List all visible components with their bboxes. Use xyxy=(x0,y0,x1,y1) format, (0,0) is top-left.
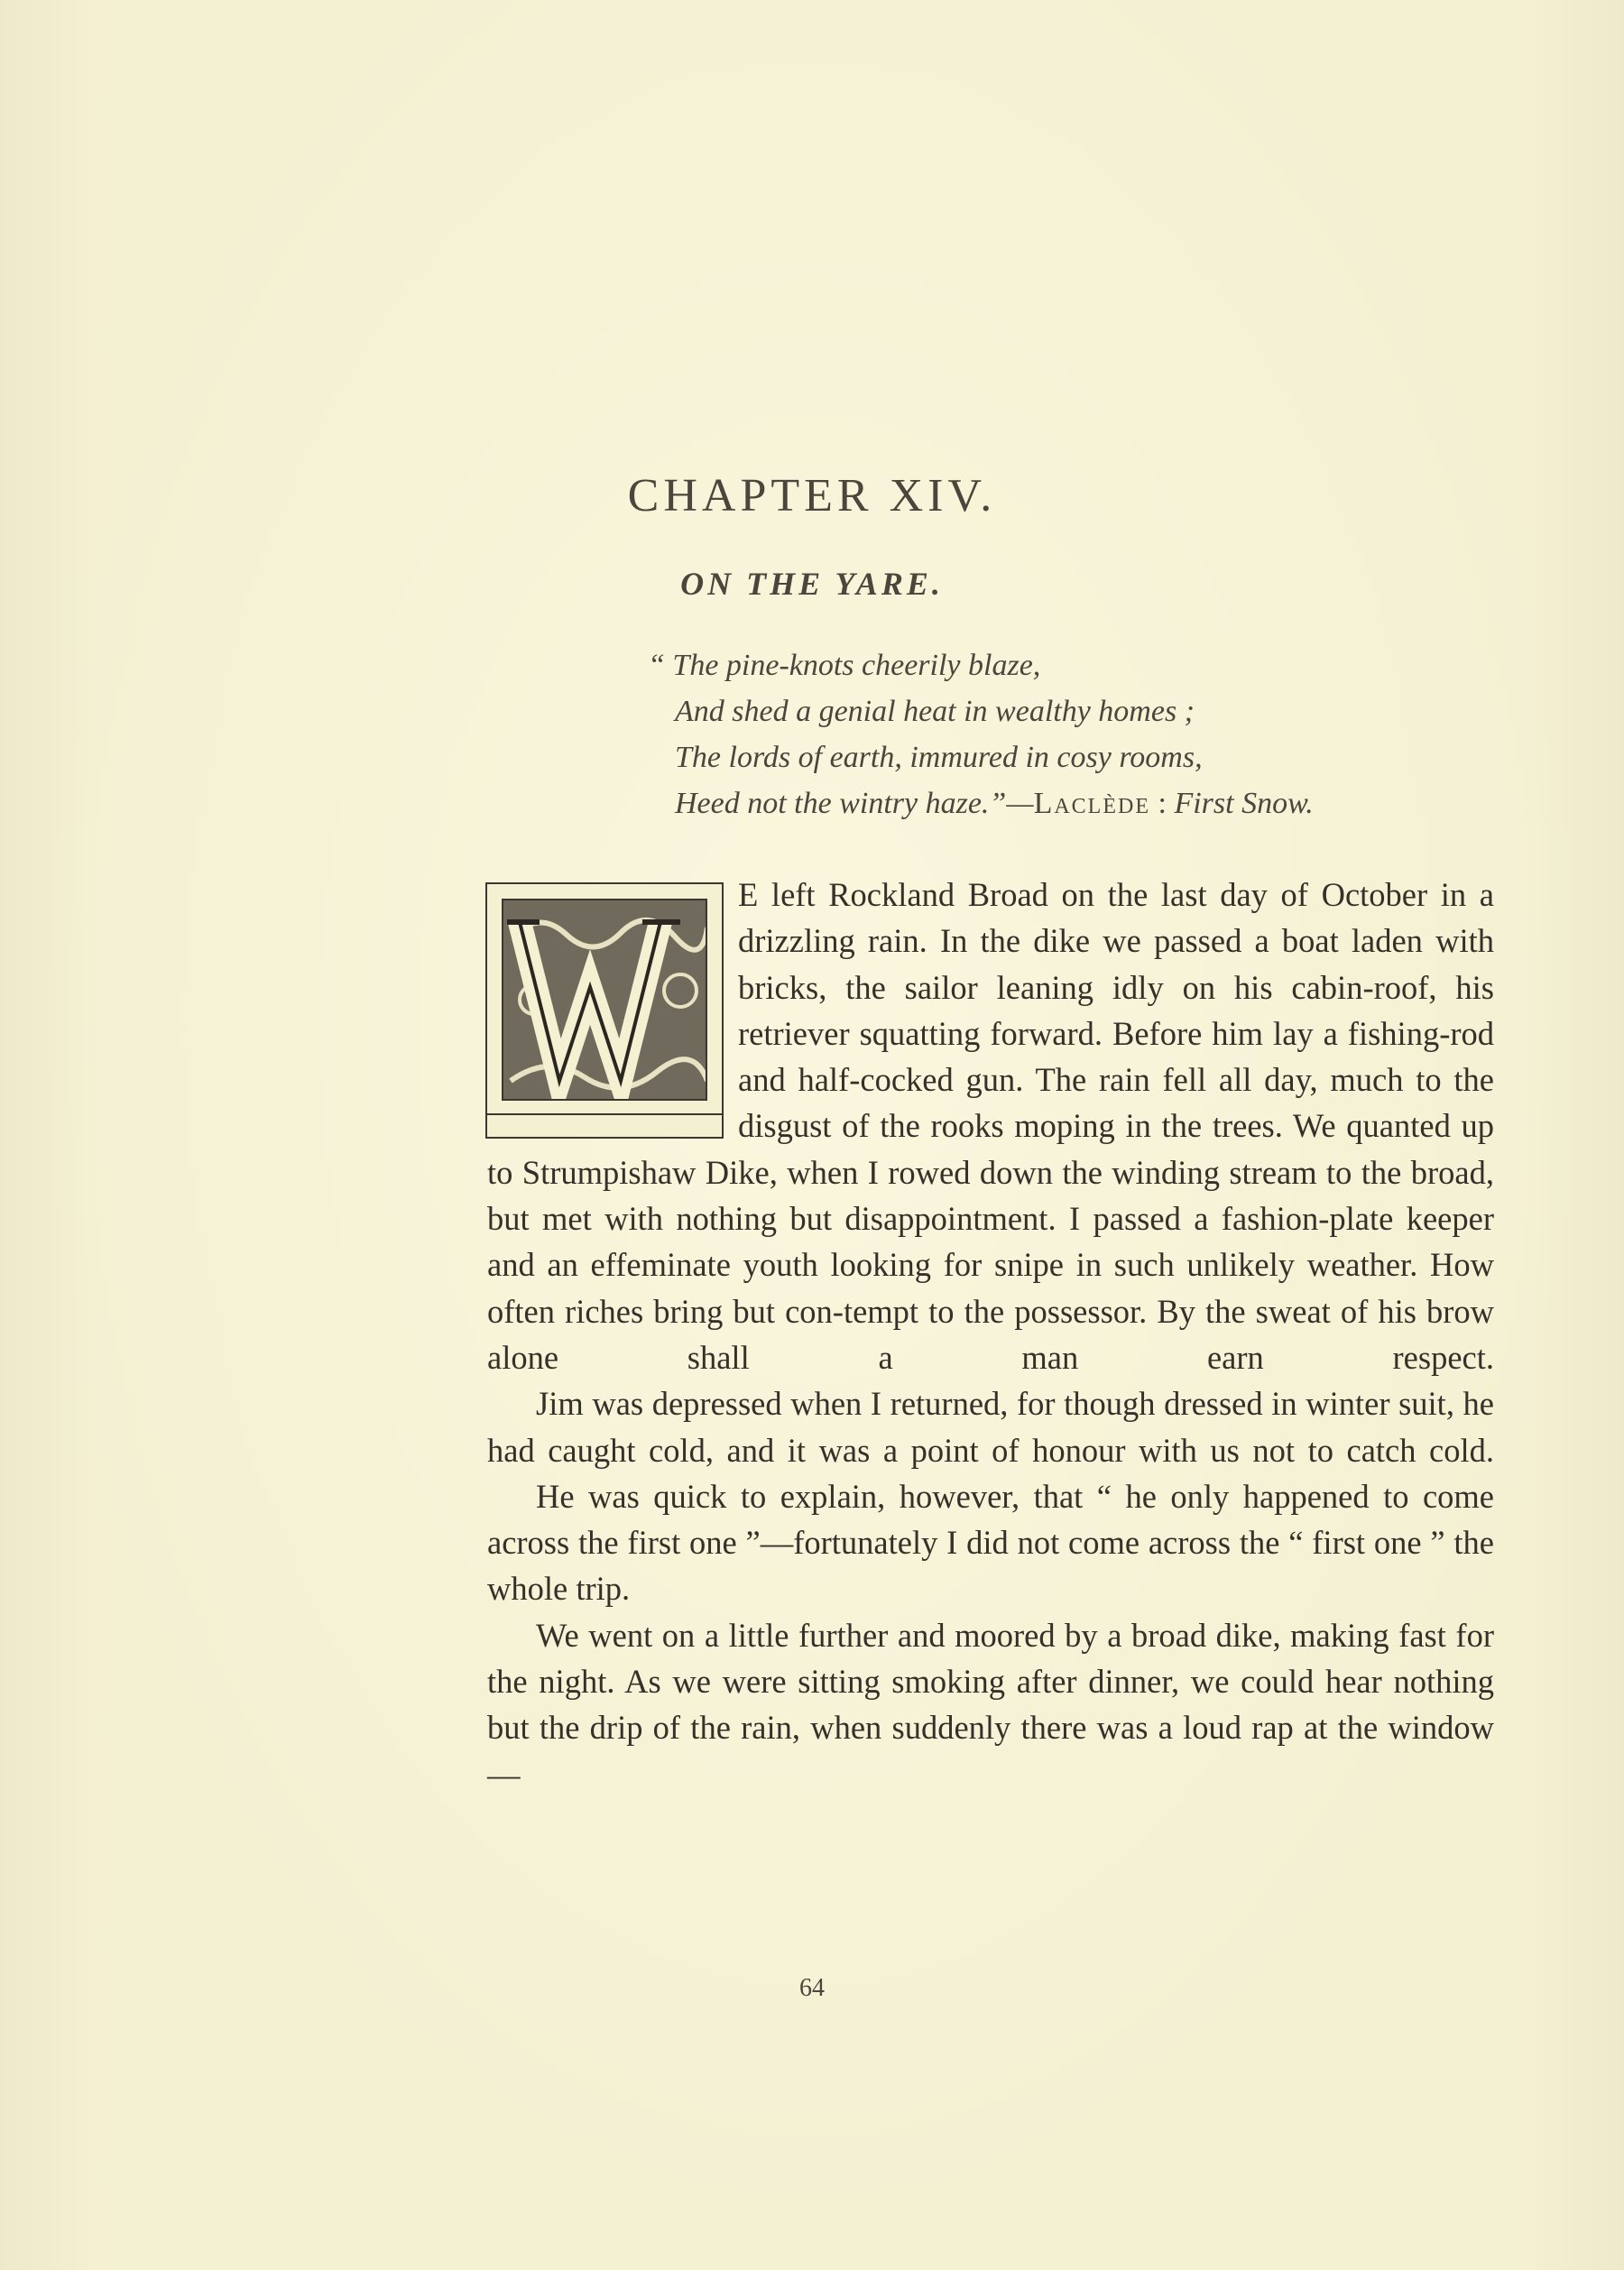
epigraph xyxy=(648,642,1487,826)
paragraph: We went on a little further and moored by a broad dike, making fast for the night. As we were sitting smoking after dinner, we could hear nothing but the drip of the rain, when suddenly there was a loud rap at the window— xyxy=(487,1616,1494,1793)
page-number: 64 xyxy=(799,1974,825,2002)
drop-cap-art xyxy=(503,900,707,1101)
paragraph-text: E left Rockland Broad on the last day of October in a drizzling rain. In the dike we passed a boat laden with bricks, the sailor leaning idly on his cabin-roof, his retriever squatting forward. Before him lay a fishing-rod and half-cocked gun. The rain fell all day, much to the disgust of the rooks moping in the trees. We quanted up to Strumpishaw Dike, when I rowed down the winding stream to the broad, but met with nothing but disappointment. I passed a fashion-plate keeper and an effeminate youth looking for snipe in such unlikely weather. How often riches bring but con-tempt to the possessor. By the sweat of his brow alone shall a man earn respect. xyxy=(487,876,1494,1376)
chapter-subtitle: ON THE YARE. xyxy=(680,566,944,602)
epigraph-line-attribution xyxy=(675,780,1487,826)
paragraph: He was quick to explain, however, that “ he only happened to come across the first one ”—fortunately I did not come across the “ first one ” the whole trip. xyxy=(487,1477,1494,1608)
paragraph xyxy=(487,872,1494,1380)
ornamental-initial-w-icon xyxy=(502,899,707,1101)
epigraph-work: First Snow. xyxy=(1174,787,1314,820)
epigraph-line: And shed a genial heat in wealthy homes ; xyxy=(675,695,1195,728)
paragraph: Jim was depressed when I returned, for though dressed in winter suit, he had caught cold, and it was a point of honour with us not to catch cold. xyxy=(487,1385,1494,1469)
epigraph-separator: : xyxy=(1150,787,1175,820)
epigraph-author: Laclède xyxy=(1033,787,1150,820)
epigraph-line-text: Heed not the wintry haze.”— xyxy=(675,787,1034,820)
epigraph-line: The lords of earth, immured in cosy rooms, xyxy=(675,741,1203,774)
chapter-body xyxy=(487,872,1494,1797)
drop-cap xyxy=(485,882,724,1139)
chapter-title: CHAPTER XIV. xyxy=(627,470,997,521)
epigraph-line: “ The pine-knots cheerily blaze, xyxy=(648,649,1041,682)
drop-cap-rule xyxy=(487,1113,722,1115)
